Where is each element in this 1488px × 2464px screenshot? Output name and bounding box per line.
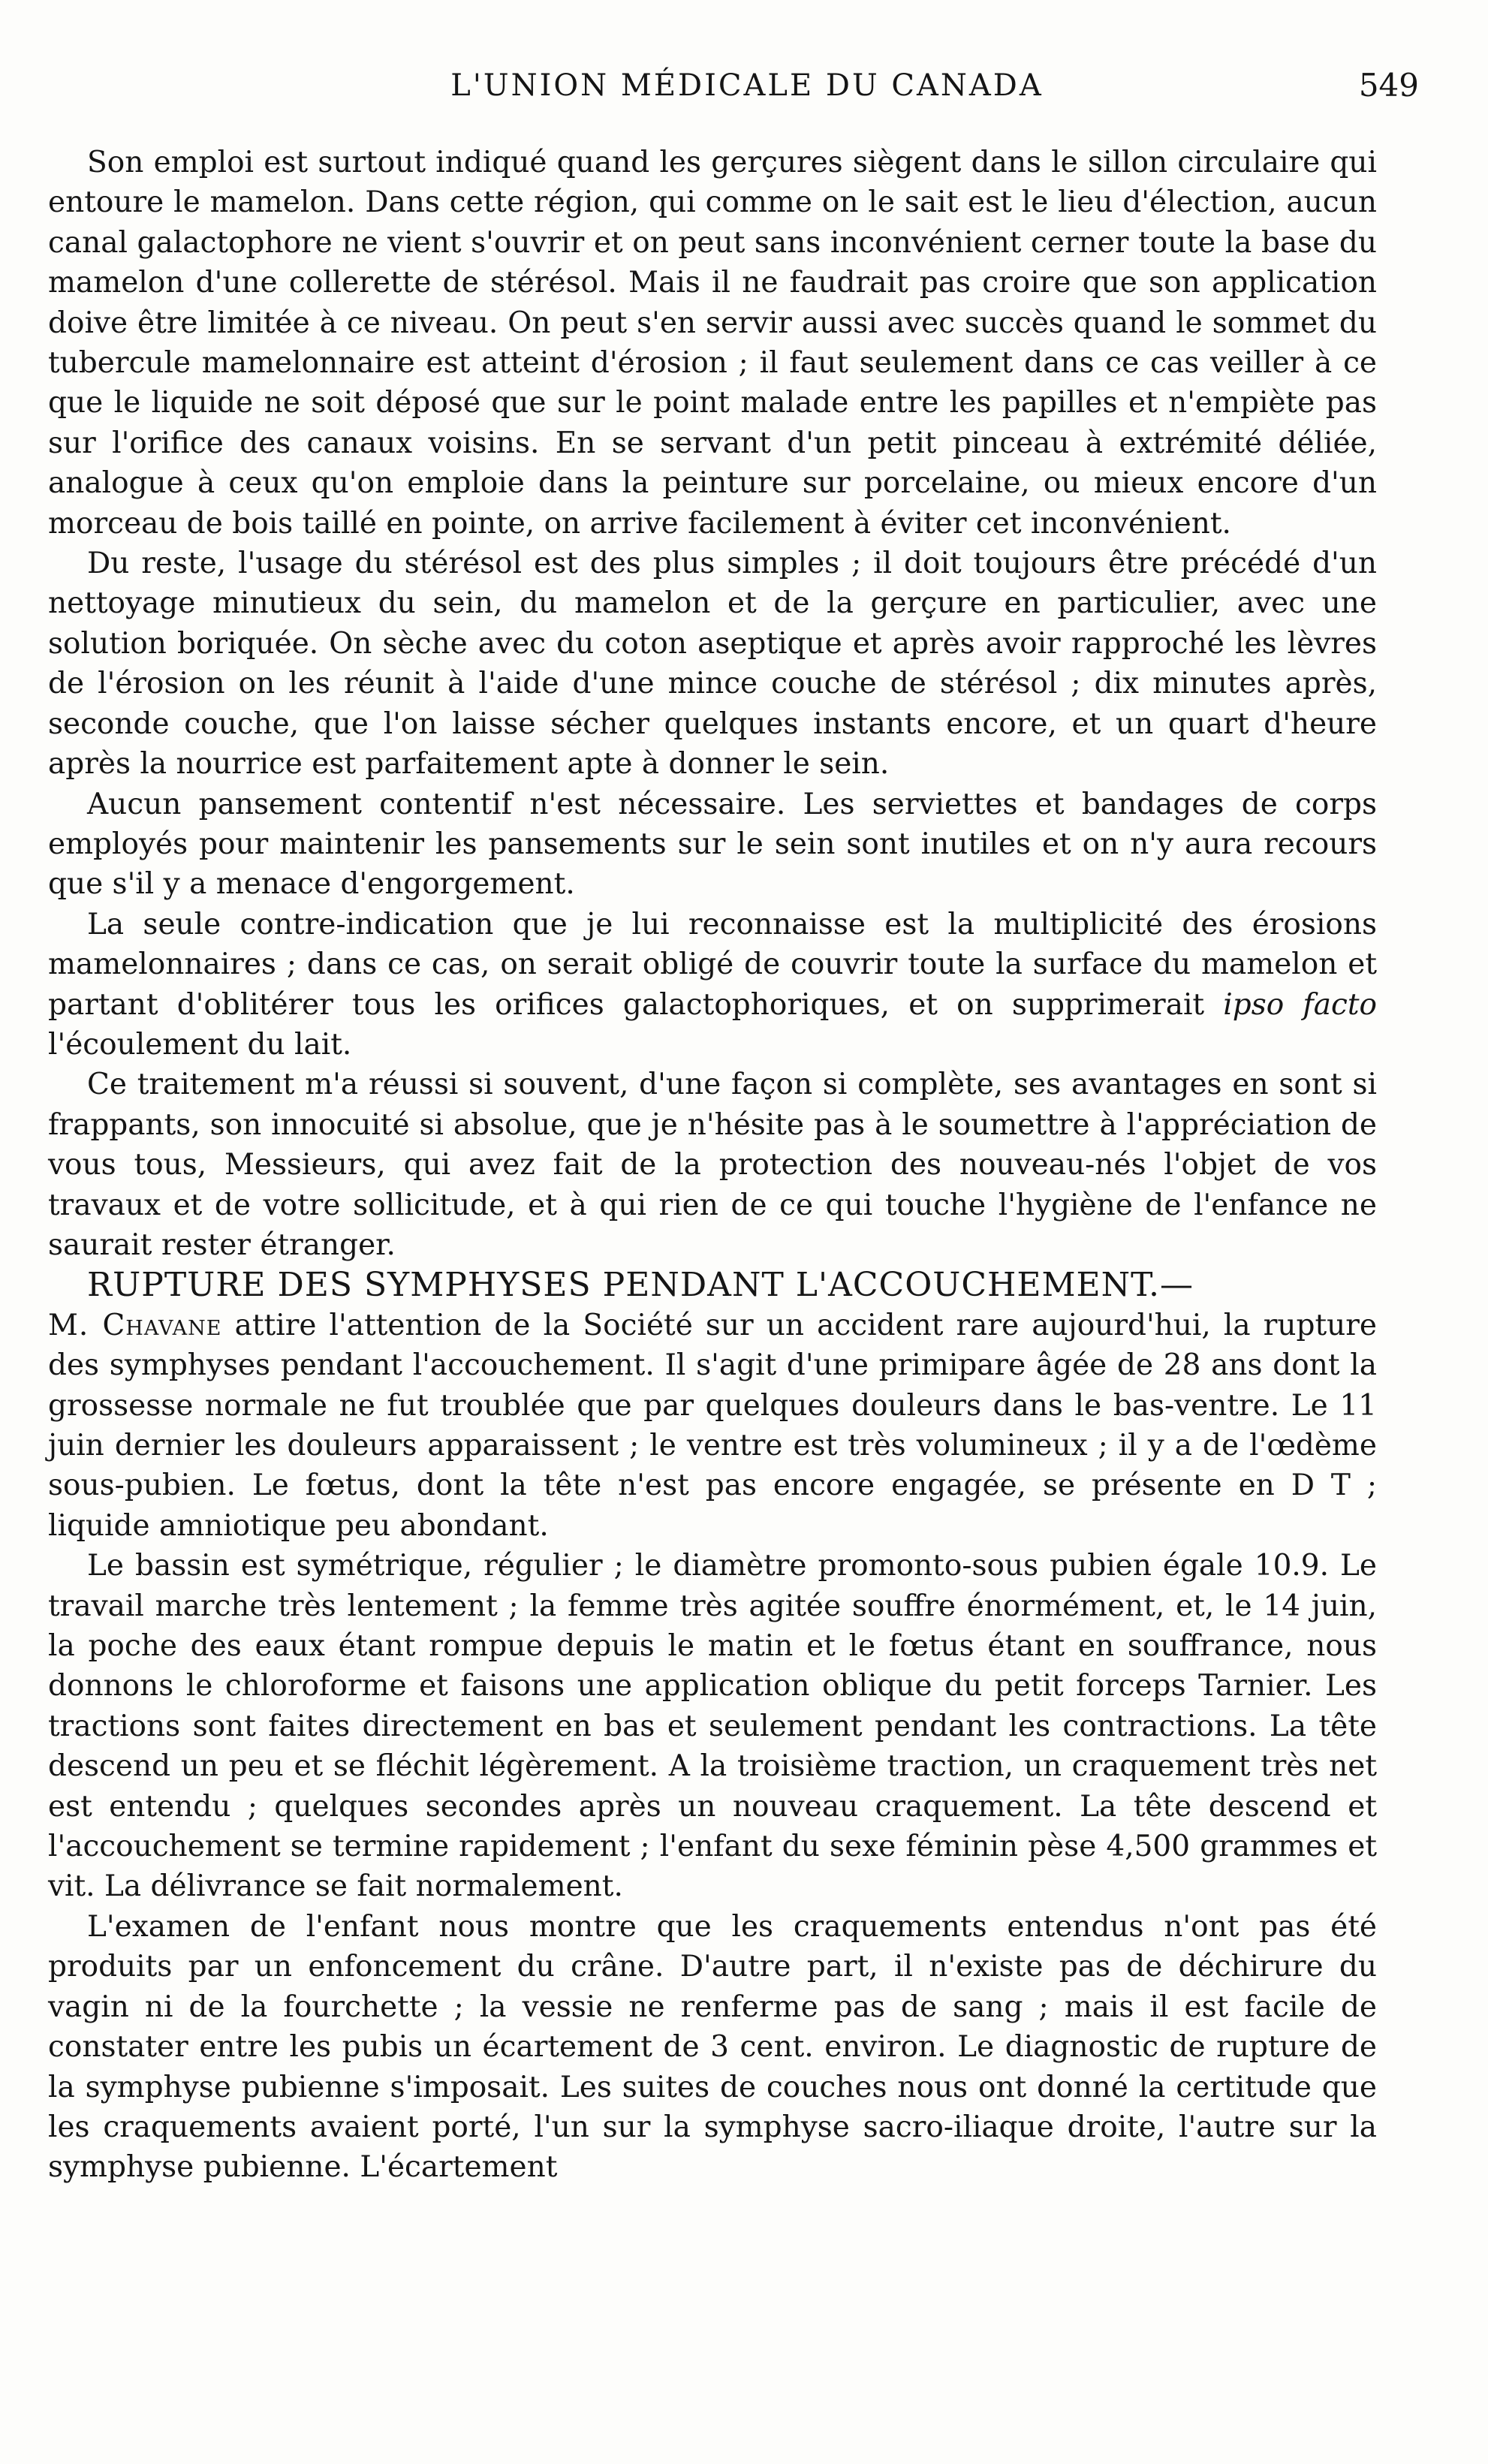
paragraph-text: attire l'attention de la Société sur un accident rare aujourd'hui, la rupture des symphyses pendant l'accouchement. Il s'agit d'une primipare âgée de 28 ans dont la grossesse normale ne fut troublée que par quelques douleurs dans le bas-ventre. Le 11 juin dernier les douleurs apparaissent ; le ventre est très volumineux ; il y a de l'œdème sous-pubien. Le fœtus, dont la tête n'est pas encore engagée, se présente en D T ; liquide amniotique peu abondant. bbox=[48, 1308, 1377, 1543]
section-heading: RUPTURE DES SYMPHYSES PENDANT L'ACCOUCHEMENT.— bbox=[87, 1266, 1194, 1305]
journal-title: L'UNION MÉDICALE DU CANADA bbox=[450, 68, 1044, 103]
paragraph: Le bassin est symétrique, régulier ; le diamètre promonto-sous pubien égale 10.9. Le travail marche très lentement ; la femme très agitée souffre énormément, et, le 14 juin, la poche des eaux étant rompue depuis le matin et le fœtus étant en souffrance, nous donnons le chloroforme et faisons une application oblique du petit forceps Tarnier. Les tractions sont faites directement en bas et seulement pendant les contractions. La tête descend un peu et se fléchit légèrement. A la troisième traction, un craquement très net est entendu ; quelques secondes après un nouveau craquement. La tête descend et l'accouchement se termine rapidement ; l'enfant du sexe féminin pèse 4,500 grammes et vit. La délivrance se fait normalement. bbox=[48, 1549, 1377, 1904]
paragraph-text: La seule contre-indication que je lui reconnaisse est la multiplicité des érosions mamelonnaires ; dans ce cas, on serait obligé de couvrir toute la surface du mamelon et partant d'oblitérer tous les orifices galactophoriques, et on supprimerait bbox=[48, 907, 1377, 1022]
paragraph: Du reste, l'usage du stérésol est des plus simples ; il doit toujours être précédé d'un nettoyage minutieux du sein, du mamelon et de la gerçure en particulier, avec une solution boriquée. On sèche avec du coton aseptique et après avoir rapproché les lèvres de l'érosion on les réunit à l'aide d'une mince couche de stérésol ; dix minutes après, seconde couche, que l'on laisse sécher quelques instants encore, et un quart d'heure après la nourrice est parfaitement apte à donner le sein. bbox=[48, 547, 1377, 782]
paragraph: Aucun pansement contentif n'est nécessaire. Les serviettes et bandages de corps employés pour maintenir les pansements sur le sein sont inutiles et on n'y aura recours que s'il y a menace d'engorgement. bbox=[48, 787, 1377, 902]
paragraph: L'examen de l'enfant nous montre que les craquements entendus n'ont pas été produits par un enfoncement du crâne. D'autre part, il n'existe pas de déchirure du vagin ni de la fourchette ; la vessie ne renferme pas de sang ; mais il est facile de constater entre les pubis un écartement de 3 cent. environ. Le diagnostic de rupture de la symphyse pubienne s'imposait. Les suites de couches nous ont donné la certitude que les craquements avaient porté, l'un sur la symphyse sacro-iliaque droite, l'autre sur la symphyse pubienne. L'écartement bbox=[48, 1909, 1377, 2185]
page-number: 549 bbox=[1358, 67, 1419, 104]
paragraph bbox=[48, 905, 1377, 1065]
running-head bbox=[75, 63, 1419, 108]
section-first-paragraph bbox=[48, 1306, 1377, 1546]
author-name: M. Chavane bbox=[48, 1308, 222, 1342]
paragraph: Son emploi est surtout indiqué quand les gerçures siègent dans le sillon circulaire qui entoure le mamelon. Dans cette région, qui comme on le sait est le lieu d'élection, aucun canal galactophore ne vient s'ouvrir et on peut sans inconvénient cerner toute la base du mamelon d'une collerette de stérésol. Mais il ne faudrait pas croire que son application doive être limitée à ce niveau. On peut s'en servir aussi avec succès quand le sommet du tubercule mamelonnaire est atteint d'érosion ; il faut seulement dans ce cas veiller à ce que le liquide ne soit déposé que sur le point malade entre les papilles et n'empiète pas sur l'orifice des canaux voisins. En se servant d'un petit pinceau à extrémité déliée, analogue à ceux qu'on emploie dans la peinture sur porcelaine, ou mieux encore d'un morceau de bois taillé en pointe, on arrive facilement à éviter cet inconvénient. bbox=[48, 146, 1377, 541]
article-body bbox=[48, 143, 1377, 2188]
latin-phrase: ipso facto bbox=[1223, 987, 1378, 1022]
paragraph-text: l'écoulement du lait. bbox=[48, 1027, 352, 1062]
paragraph: Ce traitement m'a réussi si souvent, d'une façon si complète, ses avantages en sont si frappants, son innocuité si absolue, que je n'hésite pas à le soumettre à l'appréciation de vous tous, Messieurs, qui avez fait de la protection des nouveau-nés l'objet de vos travaux et de votre sollicitude, et à qui rien de ce qui touche l'hygiène de l'enfance ne saurait rester étranger. bbox=[48, 1068, 1377, 1262]
